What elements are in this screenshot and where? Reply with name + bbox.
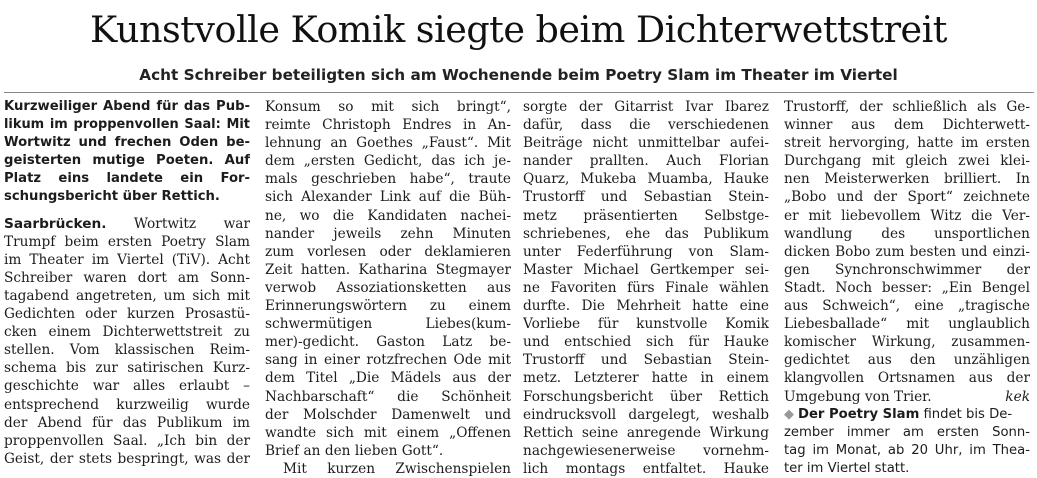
body-line: eindrucksvoll dargelegt, weshalb — [523, 406, 769, 423]
body-line: lich montags entfaltet. Hauke — [523, 460, 769, 477]
body-line: lehnung an Goethes „Faust“. Mit — [265, 135, 511, 152]
body-line: er mit liebevollem Witz die Ver- — [784, 207, 1030, 224]
body-line: metz präsentierten Selbstge- — [523, 207, 769, 224]
body-line: Geist, der stets bespringt, was der — [4, 450, 250, 467]
body-line: ne, wo die Kandidaten nachei- — [265, 207, 511, 224]
body-line-with-signature — [784, 388, 1030, 406]
body-line: Konsum so mit sich bringt“, — [265, 99, 511, 115]
body-line: reimte Christoph Endres in An- — [265, 117, 511, 134]
body-line: zum vorlesen oder deklamieren — [265, 243, 511, 260]
body-line: cken einem Dichterwettstreit zu — [4, 324, 250, 341]
body-line: Liebesballade“ mit unglaublich — [784, 316, 1030, 333]
body-line: Forschungsbericht über Rettich — [523, 388, 769, 405]
body-line: Brief an den lieben Gott“. — [265, 442, 444, 459]
body-line: nander prallten. Auch Florian — [523, 153, 769, 170]
body-line: Trustorff, der schließlich als Ge- — [784, 99, 1030, 115]
body-line: aus Schweich“, eine „tragische — [784, 298, 1030, 315]
body-line: Master Michael Gertkemper sei- — [523, 261, 769, 278]
body-line: wandlung des unsportlichen — [784, 225, 1030, 242]
lead-line: Kurzweiliger Abend für das Pub- — [4, 99, 250, 114]
lead-line: Wortwitz und frechen Oden be- — [4, 135, 250, 151]
body-line: Vorliebe für kunstvolle Komik — [523, 316, 769, 333]
body-line: gen Synchronschwimmer der — [784, 261, 1030, 278]
body-line: Quarz, Mukeba Muamba, Hauke — [523, 171, 769, 188]
lead-line: Platz eins landete ein For- — [4, 171, 250, 187]
body-line: schema bis zur satirischen Kurz- — [4, 360, 250, 377]
author-signature: kek — [1005, 388, 1030, 405]
note-line: tag im Monat, ab 20 Uhr, im Thea- — [784, 442, 1030, 458]
body-line: sorgte der Gitarrist Ivar Ibarez — [523, 99, 769, 115]
body-line: dem „ersten Gedicht, das ich je- — [265, 153, 511, 170]
body-line: proppenvollen Saal. „Ich bin der — [4, 432, 250, 449]
body-line: entsprechend kurzweilig wurde — [4, 396, 250, 413]
body-line: schriebenes, ehe das Publikum — [523, 225, 769, 242]
body-line: Nachbarschaft“ die Schönheit — [265, 388, 511, 405]
body-text: Umgebung von Trier. — [784, 388, 932, 405]
column-1 — [4, 98, 250, 468]
body-line: nen Meisterwerken brilliert. In — [784, 171, 1030, 188]
body-line: wandte sich mit einem „Offenen — [265, 424, 511, 441]
body-line: sang in einer rotzfrechen Ode mit — [265, 352, 511, 369]
body-line: dem Titel „Die Mädels aus der — [265, 370, 511, 387]
body-line: Durchgang mit gleich zwei klei- — [784, 153, 1030, 170]
body-line: sich Alexander Link auf die Büh- — [265, 189, 511, 206]
diamond-bullet-icon: ◆ — [784, 406, 794, 422]
body-line: nander jeweils zehn Minuten — [265, 225, 511, 242]
body-line: tagabend angetreten, um sich mit — [4, 287, 250, 304]
body-line: dafür, dass die verschiedenen — [523, 117, 769, 134]
body-text: Wortwitz war — [106, 215, 250, 232]
body-line: ne Favoriten fürs Finale wählen — [523, 279, 769, 296]
body-line: Stadt. Noch besser: „Ein Bengel — [784, 279, 1030, 296]
body-line: Trumpf beim ersten Poetry Slam — [4, 233, 250, 250]
column-2 — [265, 98, 511, 478]
headline: Kunstvolle Komik siegte beim Dichterwettstreit — [90, 8, 947, 51]
dateline: Saarbrücken. — [4, 215, 107, 232]
lead-line: schungsbericht über Rettich. — [4, 189, 220, 205]
body-line: im Theater im Viertel (TiV). Acht — [4, 251, 250, 268]
note-line: zember immer am ersten Sonn- — [784, 424, 1030, 440]
body-line: verwob Assoziationsketten aus — [265, 279, 511, 296]
note-text: findet bis De- — [919, 406, 1013, 422]
body-line: Trustorff und Sebastian Stein- — [523, 352, 769, 369]
body-line: Beiträge nicht unmittelbar aufei- — [523, 135, 769, 152]
body-line: stellen. Vom klassischen Reim- — [4, 342, 250, 359]
body-line: geschichte war alles erlaubt – — [4, 378, 250, 395]
event-note — [784, 406, 1030, 424]
spacer — [4, 207, 250, 215]
column-4 — [784, 98, 1030, 478]
note-label: Der Poetry Slam — [798, 406, 920, 422]
body-line: „Bobo und der Sport“ zeichnete — [784, 189, 1030, 206]
body-line: Mit kurzen Zwischenspielen — [283, 460, 511, 477]
body-line: Zeit hatten. Katharina Stegmayer — [265, 261, 511, 278]
body-line: streit hervorging, hatte im ersten — [784, 135, 1030, 152]
note-line: ter im Viertel statt. — [784, 460, 910, 476]
body-line: der Molschder Damenwelt und — [265, 406, 511, 423]
body-line: Erinnerungswörtern zu einem — [265, 298, 511, 315]
subheadline: Acht Schreiber beteiligten sich am Wochenende beim Poetry Slam im Theater im Viertel — [139, 66, 898, 84]
lead-line: geisterten mutige Poeten. Auf — [4, 153, 250, 169]
divider — [4, 92, 1034, 93]
body-line: dicken Bobo zum besten und einzi- — [784, 243, 1030, 260]
body-line: schwermütigen Liebes(kum- — [265, 316, 511, 333]
body-line: Schreiber waren dort am Sonn- — [4, 269, 250, 286]
column-3 — [523, 98, 769, 478]
body-line: winner aus dem Dichterwett- — [784, 117, 1030, 134]
body-line: der Abend für das Publikum im — [4, 414, 250, 431]
body-line: durfte. Die Mehrheit hatte eine — [523, 298, 769, 315]
body-line: und entschied sich für Hauke — [523, 334, 769, 351]
body-line: klangvollen Ortsnamen aus der — [784, 370, 1030, 387]
lead-line: likum im proppenvollen Saal: Mit — [4, 117, 250, 133]
body-line: metz. Letzterer hatte in einem — [523, 370, 769, 387]
body-line: komischer Wirkung, zusammen- — [784, 334, 1030, 351]
body-line: nachgewiesenerweise vornehm- — [523, 442, 769, 459]
body-line: unter Federführung von Slam- — [523, 243, 769, 260]
body-line: gedichtet aus den unzähligen — [784, 352, 1030, 369]
body-line: Trustorff und Sebastian Stein- — [523, 189, 769, 206]
body-line: Gedichten oder kurzen Prosastü- — [4, 306, 250, 323]
body-line: mer)-gedicht. Gaston Latz be- — [265, 334, 511, 351]
body-line: Rettich seine anregende Wirkung — [523, 424, 769, 441]
body-line: mals geschrieben habe“, traute — [265, 171, 511, 188]
dateline-line — [4, 215, 250, 233]
